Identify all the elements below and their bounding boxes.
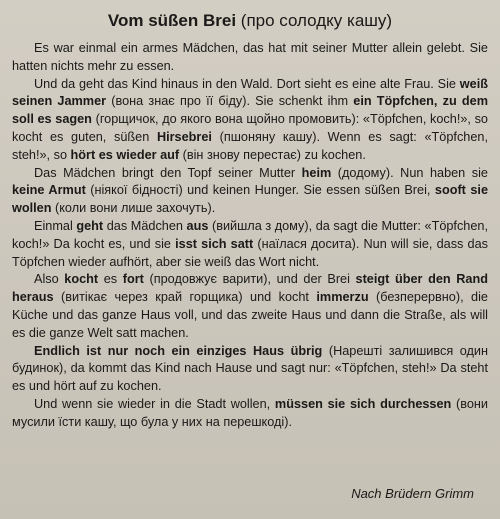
paragraph-6 bbox=[12, 343, 488, 396]
text-segment: (наїлася досита). Nun will sie, dass das Töpfchen wieder aufhört, aber sie weiß das Wort nicht. bbox=[12, 236, 488, 269]
text-segment: Und da geht das Kind hinaus in den Wald. Dort sieht es eine alte Frau. Sie bbox=[34, 76, 460, 91]
bold-phrase: aus bbox=[186, 218, 209, 233]
paragraph-1 bbox=[12, 40, 488, 76]
text-segment: (витікає через край горщика) und kocht bbox=[53, 290, 317, 305]
paragraph-3 bbox=[12, 165, 488, 218]
bold-phrase: steigt über den Rand heraus bbox=[12, 272, 488, 305]
text-segment: Das Mädchen bringt den Topf seiner Mutter bbox=[34, 165, 302, 180]
bold-phrase: keine Armut bbox=[12, 183, 86, 198]
text-segment: (Нарешті залишився один будинок), da kommt das Kind nach Hause und sagt nur: «Töpfchen, steh!» Da steht es und hört auf zu kochen. bbox=[12, 343, 488, 394]
bold-phrase: sooft sie wollen bbox=[12, 183, 488, 216]
text-segment: (коли вони лише захочуть). bbox=[51, 201, 216, 216]
bold-phrase: immerzu bbox=[316, 290, 369, 305]
text-segment: Es war einmal ein armes Mädchen, das hat mit seiner Mutter allein gelebt. Sie hatten nichts mehr zu essen. bbox=[12, 41, 488, 73]
text-segment: (ніякої бідності) und keinen Hunger. Sie essen süßen Brei, bbox=[85, 183, 435, 198]
title-german: Vom süßen Brei bbox=[107, 11, 237, 30]
text-segment: (горщичок, до якого вона щойно промовить): «Töpfchen, koch!», so kocht es guten, süßen bbox=[12, 112, 488, 144]
story-body bbox=[12, 40, 488, 432]
bold-phrase: kocht bbox=[64, 272, 99, 287]
text-segment: Und wenn sie wieder in die Stadt wollen, bbox=[34, 396, 275, 411]
text-segment: (він знову перестає) zu kochen. bbox=[179, 147, 366, 162]
text-segment: (продовжує варити), und der Brei bbox=[143, 272, 356, 287]
text-segment: (безперервно), die Küche und das ganze Haus voll, und das zweite Haus und dann die Straße, als will es die ganze Welt satt machen. bbox=[12, 290, 488, 340]
text-segment: (вони мусили їсти кашу, що була у них на перешкоді). bbox=[12, 396, 488, 429]
text-segment: (пшоняну кашу). Wenn es sagt: «Töpfchen, steh!», so bbox=[12, 129, 488, 162]
title-ukrainian: (про солодку кашу) bbox=[236, 11, 393, 30]
bold-phrase: fort bbox=[122, 272, 144, 287]
bold-phrase: Endlich ist nur noch ein einziges Haus übrig bbox=[34, 343, 323, 358]
paragraph-2 bbox=[12, 76, 488, 165]
bold-phrase: heim bbox=[301, 165, 332, 180]
bold-phrase: müssen sie sich durchessen bbox=[274, 396, 452, 411]
text-segment: (додому). Nun haben sie bbox=[331, 165, 488, 180]
text-segment: Also bbox=[34, 272, 65, 287]
text-segment: (вона знає про її біду). Sie schenkt ihm bbox=[106, 94, 354, 109]
paragraph-5 bbox=[12, 271, 488, 342]
bold-phrase: Hirsebrei bbox=[156, 129, 212, 144]
story-title bbox=[0, 10, 500, 32]
text-segment: es bbox=[98, 272, 123, 287]
signature: Nach Brüdern Grimm bbox=[351, 486, 474, 501]
bold-phrase: isst sich satt bbox=[175, 236, 254, 251]
text-segment: (вийшла з дому), da sagt die Mutter: «Töpfchen, koch!» Da kocht es, und sie bbox=[12, 218, 488, 251]
paragraph-4 bbox=[12, 218, 488, 271]
bold-phrase: geht bbox=[76, 218, 104, 233]
bold-phrase: hört es wieder auf bbox=[70, 147, 180, 162]
paragraph-7 bbox=[12, 396, 488, 432]
text-segment: Einmal bbox=[34, 218, 77, 233]
bold-phrase: ein Töpfchen, zu dem soll es sagen bbox=[12, 94, 488, 127]
text-segment: das Mädchen bbox=[103, 218, 187, 233]
bold-phrase: weiß seinen Jammer bbox=[12, 76, 488, 109]
